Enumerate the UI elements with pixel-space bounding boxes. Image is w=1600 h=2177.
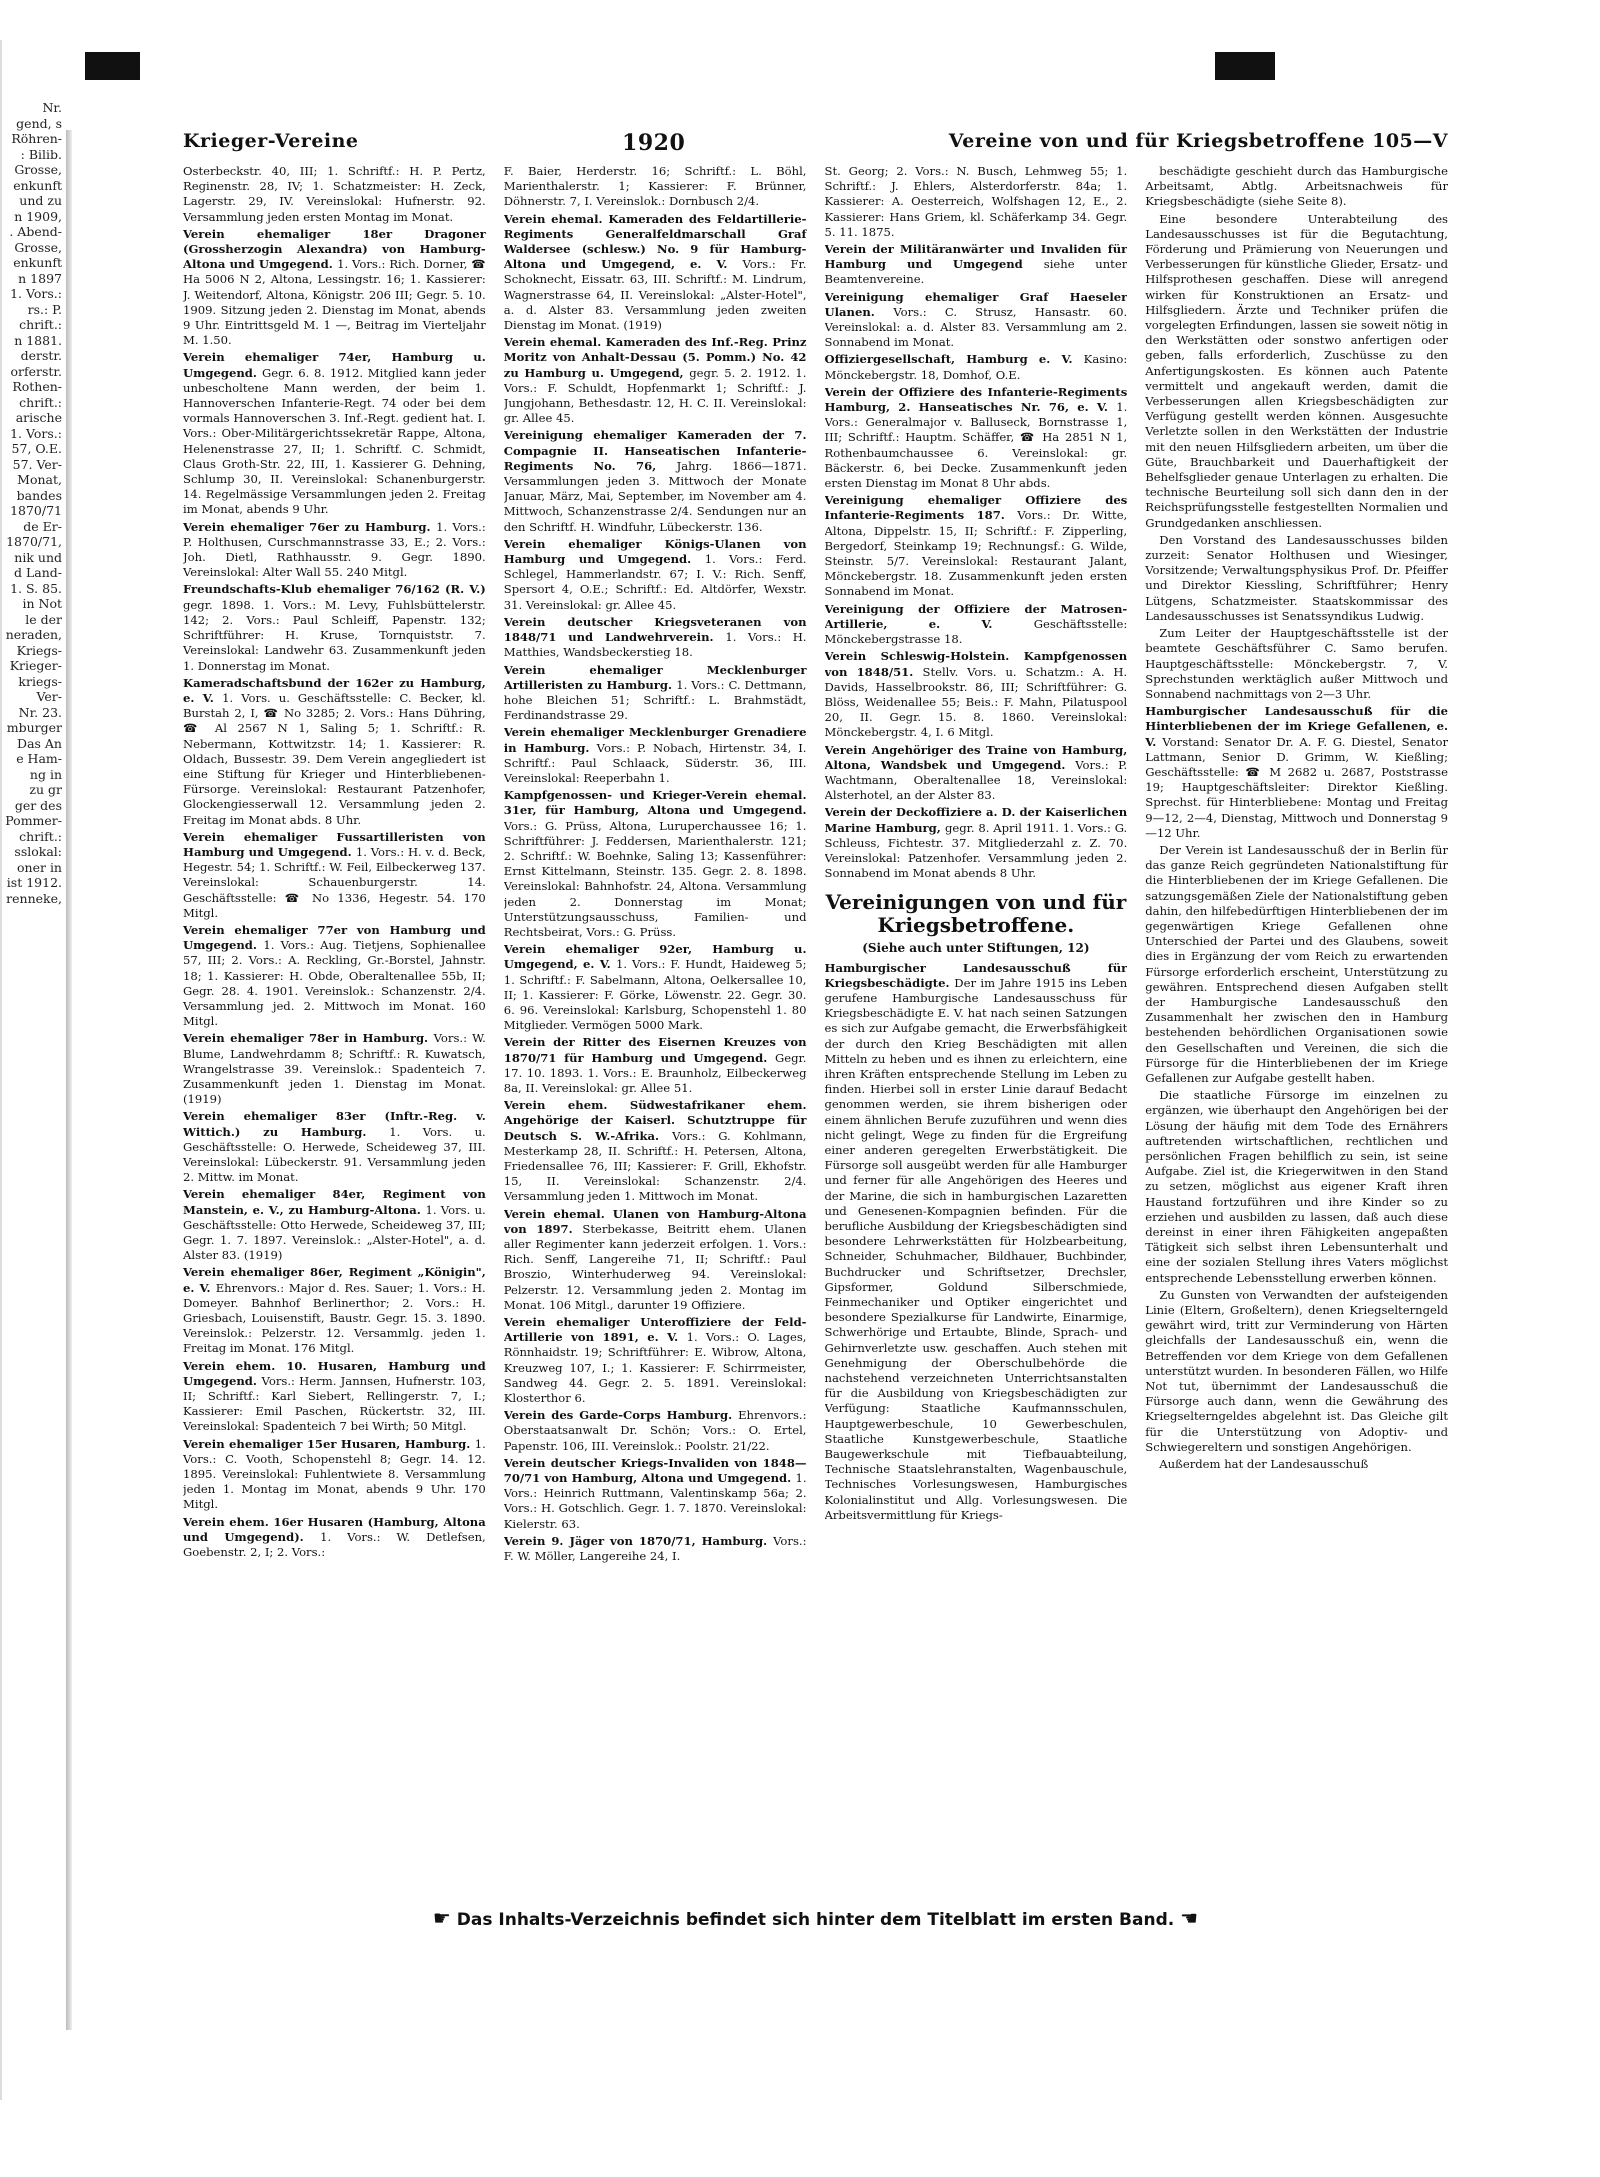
entry-heading: Verein des Garde-Corps Hamburg. <box>503 1408 739 1423</box>
pointing-hand-icon: ☛ <box>432 1906 451 1930</box>
adjacent-page-line: Grosse, <box>14 239 62 255</box>
entry-text: Vors.: W. Blume, Landwehrdamm 8; Schriftf.: R. Kuwatsch, Wrangelstrasse 39. Vereinslok.: Spadenteich 7. Zusammenkunft jeden 1. Dienstag im Monat. (1919) <box>183 1031 486 1107</box>
directory-entry <box>1145 1288 1448 1455</box>
directory-entry <box>825 352 1128 382</box>
page <box>183 130 1448 1980</box>
directory-entry <box>504 335 807 426</box>
adjacent-page-line: gend, s <box>16 115 62 131</box>
entry-text: Geschäftsstelle: Mönckebergstrasse 18. <box>824 616 1128 647</box>
entry-heading: Hamburgischer Landesausschuß für Kriegsbeschädigte. <box>824 960 1128 990</box>
entry-text: 1. Vors.: O. Lages, Rönnhaidstr. 19; Schriftführer: E. Wibrow, Altona, Kreuzweg 107, I.; 1. Kassierer: F. Schirrmeister, Sandweg 44. Gegr. 2. 5. 1891. Vereinslokal: Klosterthor 6. <box>503 1330 807 1406</box>
directory-entry <box>825 602 1128 648</box>
entry-text: Ehrenvors.: Major d. Res. Sauer; 1. Vors.: H. Domeyer. Bahnhof Berlinerthor; 2. Vors.: H. Griesbach, Louisenstift, Baustr. Gegr. 15. 3. 1890. Vereinslok.: Pelzerstr. 12. Versammlg. jeden 1. Freitag im Monat. 176 Mitgl. <box>183 1280 486 1356</box>
adjacent-page-line: ng in <box>29 766 62 782</box>
adjacent-page-line: . Abend- <box>9 224 62 239</box>
adjacent-page-line: Grosse, <box>14 162 62 177</box>
entry-heading: Verein der Militäranwärter und Invaliden für Hamburg und Umgegend <box>824 242 1128 272</box>
adjacent-page-line: enkunft <box>13 177 62 193</box>
directory-entry <box>504 1098 807 1204</box>
adjacent-page-line: ger des <box>14 797 62 813</box>
entry-heading: Verein der Offiziere des Infanterie-Regiments Hamburg, 2. Hanseatisches Nr. 76, e. V. <box>824 384 1128 415</box>
adjacent-page-line: oner in <box>17 859 62 875</box>
adjacent-page-line: 57, O.E. <box>11 441 62 456</box>
adjacent-page-line: und zu <box>19 193 62 208</box>
entry-text: Vors.: P. Nobach, Hirtenstr. 34, I. Schriftf.: Paul Schlaack, Süderstr. 36, III. Vereinslokal: Reeperbahn 1. <box>503 740 807 785</box>
entry-heading: Kameradschaftsbund der 162er zu Hamburg, e. V. <box>183 675 486 705</box>
footer-text: Das Inhalts-Verzeichnis befindet sich hinter dem Titelblatt im ersten Band. <box>456 1910 1175 1930</box>
entry-heading: Verein ehemaliger Fussartilleristen von Hamburg und Umgegend. <box>183 829 486 859</box>
entry-text: Vors.: F. W. Möller, Langereihe 24, I. <box>503 1533 807 1564</box>
adjacent-page-line: zu gr <box>29 782 62 797</box>
directory-entry <box>183 1359 486 1435</box>
entry-heading: Verein der Ritter des Eisernen Kreuzes von 1870/71 für Hamburg und Umgegend. <box>503 1035 807 1065</box>
page-gutter <box>66 130 72 2030</box>
directory-entry <box>504 537 807 613</box>
column-4 <box>1145 164 1448 1924</box>
directory-entry <box>825 743 1128 804</box>
directory-entry <box>1145 843 1448 1086</box>
directory-entry <box>183 164 486 225</box>
entry-heading: Verein ehemal. Kameraden des Inf.-Reg. Prinz Moritz von Anhalt-Dessau (5. Pomm.) No. 42 zu Hamburg u. Umgegend, <box>503 335 807 380</box>
entry-text: Gegr. 17. 10. 1893. 1. Vors.: E. Braunholz, Eilbeckerweg 8a, II. Vereinslokal: gr. Allee 51. <box>503 1050 807 1095</box>
directory-entry <box>825 242 1128 288</box>
directory-entry <box>504 942 807 1033</box>
entry-text: 1. Vors.: H. v. d. Beck, Hegestr. 54; 1. Schriftf.: W. Feil, Eilbeckerweg 137. Vereinslokal: Schauenburgerstr. 14. Geschäftsstelle: ☎ No 1336, Hegestr. 54. 170 Mitgl. <box>183 844 486 920</box>
directory-entry <box>1145 533 1448 624</box>
entry-text: 1. Vors.: P. Holthusen, Curschmannstrasse 33, E.; 2. Vors.: Joh. Dietl, Rathhausstr. 9. Gegr. 1890. Vereinslokal: Alter Wall 55. 240 Mitgl. <box>183 519 486 580</box>
entry-heading: Verein ehem. 16er Husaren (Hamburg, Altona und Umgegend). <box>183 1514 486 1544</box>
directory-entry <box>504 615 807 661</box>
entry-text: Jahrg. 1866—1871. Versammlungen jeden 3. Mittwoch der Monate Januar, März, Mai, September, im November am 4. Mittwoch, Schanzenstrasse 2/4. Sendungen nur an den Schriftf. H. Windfuhr, Lübeckerstr. 136. <box>503 458 807 534</box>
section-note: (Siehe auch unter Stiftungen, 12) <box>862 941 1090 956</box>
entry-text: Stellv. Vors. u. Schatzm.: A. H. Davids, Hasselbrookstr. 86, III; Schriftführer: G. Blöss, Weidenallee 55; Beis.: F. Mahn, Pilatuspool 20, II. Gegr. 15. 8. 1860. Vereinslokal: Mönckebergstr. 4, I. 6 Mitgl. <box>824 664 1128 740</box>
adjacent-page-line: de Er- <box>23 518 62 534</box>
entry-text: Sterbekasse, Beitritt ehem. Ulanen aller Regimenter kann jederzeit erfolgen. 1. Vors.: Rich. Senff, Langereihe 71, II; Schriftf.: Paul Broszio, Winterhuderweg 94. Vereinslokal: Pelzerstr. 12. Versammlung jeden 2. Montag im Monat. 106 Mitgl., darunter 19 Offiziere. <box>503 1221 807 1312</box>
pointing-hand-icon: ☚ <box>1180 1906 1199 1930</box>
entry-text: Vors.: P. Wachtmann, Oberaltenallee 18, Vereinslokal: Alsterhotel, an der Alster 83. <box>824 757 1128 803</box>
column-3-entries <box>825 164 1128 881</box>
entry-heading: Vereinigung ehemaliger Kameraden der 7. Compagnie II. Hanseatischen Infanterie-Regiments No. 76, <box>503 428 807 473</box>
section-title: Vereinigungen von und für Kriegsbetroffene. <box>825 890 1127 938</box>
adjacent-page-line: Das An <box>17 735 62 751</box>
directory-entry <box>825 961 1128 1524</box>
entry-heading: Verein der Deckoffiziere a. D. der Kaiserlichen Marine Hamburg, <box>824 805 1128 835</box>
entry-text: 1. Vors.: Rich. Dorner, ☎ Ha 5006 N 2, Altona, Lessingstr. 16; 1. Kassierer: J. Weitendorf, Altona, Königstr. 206 III; Gegr. 5. 10. 1909. Sitzung jeden 2. Dienstag im Monat, abends 9 Uhr. Eintrittsgeld M. 1 —, Beitrag im Vierteljahr M. 1.50. <box>183 257 486 348</box>
entry-heading: Vereinigung ehemaliger Graf Haeseler Ulanen. <box>824 289 1128 319</box>
directory-entry <box>825 493 1128 599</box>
directory-entry <box>504 725 807 786</box>
directory-entry <box>504 1534 807 1564</box>
directory-entry <box>504 1035 807 1096</box>
directory-entry <box>825 649 1128 740</box>
adjacent-page-line: n 1909, <box>14 208 62 224</box>
entry-text: beschädigte geschieht durch das Hamburgische Arbeitsamt, Abtlg. Arbeitsnachweis für Kriegsbeschädigte (siehe Seite 8). <box>1145 164 1448 209</box>
section-entries <box>825 961 1128 1524</box>
entry-text: Eine besondere Unterabteilung des Landesausschusses ist für die Begutachtung, Förderung und Prämierung von Neuerungen und Verbesserungen für künstliche Glieder, Ersatz- und Hilfsprothesen geschaffen. Diese will anregend wirken für Konstruktionen an Ersatz- und Hilfsgliedern. Ärzte und Techniker prüfen die vorgelegten Erfindungen, lassen sie soweit nötig in den Werkstätten oder sonstwo anfertigen oder geben, falls erforderlich, Zuschüsse zu den Anfertigungskosten. Es können auch Patente vermittelt und angekauft werden, damit die Verbesserungen allen Kriegsbeschädigten zur Verfügung gestellt werden können. Ausgesuchte Verletzte sollen in den Werkstätten der Industrie mit den neuen Hilfsgliedern arbeiten, um über die Güte, Brauchbarkeit und Dauerhaftigkeit der Behelfsglieder genaue Unterlagen zu erhalten. Die technische Beurteilung soll sich dann den in der Reichsprüfungsstelle festgestellten Normalien und Grundgedanken anschliessen. <box>1145 211 1448 530</box>
directory-entry <box>1145 1088 1448 1286</box>
adjacent-page-line: rs.: P. <box>27 301 62 317</box>
entry-text: Vors.: C. Strusz, Hansastr. 60. Vereinslokal: a. d. Alster 83. Versammlung am 2. Sonnabend im Monat. <box>824 304 1128 350</box>
directory-entry <box>504 428 807 534</box>
adjacent-page-line: Kriegs- <box>16 642 62 658</box>
adjacent-page-line: e Ham- <box>16 751 62 766</box>
directory-entry <box>1145 626 1448 702</box>
adjacent-page-line: enkunft <box>13 255 62 270</box>
entry-heading: Verein ehemaliger 76er zu Hamburg. <box>183 519 437 534</box>
directory-entry <box>183 830 486 921</box>
adjacent-page-line: Pommer- <box>5 813 62 828</box>
entry-heading: Verein ehemaliger 92er, Hamburg u. Umgegend, e. V. <box>503 942 807 972</box>
adjacent-page-line: 1. Vors.: <box>10 425 62 441</box>
entry-text: Vors.: G. Kohlmann, Mesterkamp 28, II. Schriftf.: H. Petersen, Altona, Friedensallee 76, III; Kassierer: F. Grill, Ekhofstr. 15, II. Vereinslokal: Schanzenstr. 2/4. Versammlung jeden 1. Mittwoch im Monat. <box>503 1128 807 1204</box>
entry-text: 1. Vors.: W. Detlefsen, Goebenstr. 2, I; 2. Vors.: <box>183 1529 486 1560</box>
adjacent-page-line: ist 1912. <box>6 875 62 890</box>
entry-text: Vors.: Dr. Witte, Altona, Dippelstr. 15, II; Schriftf.: F. Zipperling, Bergedorf, Steinkamp 19; Rechnungsf.: G. Wilde, Steinstr. 5/7. Vereinslokal: Restaurant Jalant, Mönckebergstr. 18. Zusammenkunft jeden ersten Sonnabend im Monat. <box>824 508 1128 599</box>
directory-entry <box>504 788 807 940</box>
adjacent-page-line: 57. Ver- <box>12 456 62 472</box>
column-1 <box>183 164 486 1924</box>
directory-entry <box>504 1315 807 1406</box>
adjacent-page-line: orferstr. <box>10 363 62 379</box>
directory-entry <box>183 1265 486 1356</box>
entry-text: 1. Vors.: H. Matthies, Wandsbeckerstieg 18. <box>503 630 807 660</box>
entry-text: Der im Jahre 1915 ins Leben gerufene Hamburgische Landesausschuss für Kriegsbeschädigte E. V. hat nach seinen Satzungen es sich zur Aufgabe gemacht, die Erwerbsfähigkeit der durch den Krieg Beschädigten mit allen Mitteln zu heben und es ihnen zu erleichtern, eine ihren Kräften entsprechende Stellung im Leben zu finden. Hierbei soll in erster Linie darauf Bedacht genommen werden, sie ihrem bisherigen oder einem ähnlichen Berufe zuzuführen und wenn dies nicht gelingt, Wege zu finden für die Ergreifung einer anderen geregelten Erwerbstätigkeit. Die Fürsorge soll ausgeübt werden für alle Hamburger und ferner für alle Angehörigen des Heeres und der Marine, die sich in hamburgischen Lazaretten und Genesenen-Kompagnien befinden. Für die berufliche Ausbildung der Kriegsbeschädigten sind besondere Lehrwerkstätten für Holzbearbeitung, Schneider, Schuhmacher, Bildhauer, Buchbinder, Buchdrucker und Schriftsetzer, Drechsler, Gipsformer, Goldund Silberschmiede, Feinmechaniker und Optiker eingerichtet und besondere Spezialkurse für Landwirte, Einarmige, Schwerhörige und Ertaubte, Blinde, Sprach- und Gehirnverletzte usw. geschaffen. Auch stehen mit Genehmigung der Oberschulbehörde die nachstehend verzeichneten Unterrichtsanstalten für die Ausbildung von Kriegsbeschädigten zur Verfügung: Staatliche Kaufmannsschulen, Hauptgewerbeschule, 10 Gewerbeschulen, Staatliche Kunstgewerbeschule, Staatliche Baugewerkschule mit Tiefbauabteilung, Technische Staatslehranstalten, Wagenbauschule, Technisches Vorlesungswesen, Hamburgisches Kolonialinstitut und Allg. Vorlesungswesen. Die Arbeitsvermittlung für Kriegs- <box>824 975 1128 1522</box>
adjacent-page-line: sslokal: <box>14 844 62 859</box>
adjacent-page-line: in Not <box>22 596 62 611</box>
entry-text: Gegr. 6. 8. 1912. Mitglied kann jeder unbescholtene Mann werden, der beim 1. Hannoverschen Infanterie-Regt. 74 oder bei dem vormals Hannoverschen 3. Inf.-Regt. gedient hat. I. Vors.: Ober-Militärgerichtssekretär Rappe, Altona, Helenenstrasse 27, II; 1. Schriftf. C. Schmidt, Claus Groth-Str. 22, III, 1. Kassierer G. Dehning, Schlump 30, II. Vereinslokal: Schanenburgerstr. 14. Regelmässige Versammlungen jeden 2. Freitag im Monat, abends 9 Uhr. <box>183 365 486 517</box>
directory-entry <box>183 227 486 349</box>
directory-entry <box>1145 704 1448 841</box>
entry-text: 1. Vors. u. Geschäftsstelle: C. Becker, kl. Burstah 2, I, ☎ No 3285; 2. Vors.: Hans Dühring, ☎ Al 2567 N 1, Saling 5; 1. Schriftf.: R. Nebermann, Kottwitzstr. 14; 1. Kassierer: R. Oldach, Bussestr. 39. Dem Verein angegliedert ist eine Stiftung für Krieger und Hinterbliebenen-Fürsorge. Vereinslokal: Restaurant Patzenhofer, Glockengiesserwall 12. Versammlung jeden 2. Freitag im Monat abds. 8 Uhr. <box>183 690 486 827</box>
entry-heading: Verein ehemaliger 77er von Hamburg und Umgegend. <box>183 922 486 953</box>
footer-note <box>183 1906 1448 1930</box>
entry-heading: Verein Schleswig-Holstein. Kampfgenossen von 1848/51. <box>824 649 1128 679</box>
entry-heading: Verein ehem. 10. Husaren, Hamburg und Umgegend. <box>183 1358 486 1388</box>
entry-text: gegr. 5. 2. 1912. 1. Vors.: F. Schuldt, Hopfenmarkt 1; Schriftf.: J. Jungjohann, Bethesdastr. 12, H. C. II. Vereinslokal: gr. Allee 45. <box>503 365 807 426</box>
directory-entry <box>183 676 486 828</box>
entry-heading: Verein ehemal. Ulanen von Hamburg-Altona von 1897. <box>503 1206 807 1236</box>
adjacent-page-line: mburger <box>6 720 62 735</box>
adjacent-page-line: 1. Vors.: <box>10 286 62 301</box>
adjacent-page-line: 1. S. 85. <box>10 580 62 596</box>
directory-entry <box>183 350 486 517</box>
entry-text: Vors.: Fr. Schoknecht, Eissatr. 63, III. Schriftf.: M. Lindrum, Wagnerstrasse 64, II. Vereinslokal: „Alster-Hotel", a. d. Alster 83. Versammlung jeden zweiten Dienstag im Monat. (1919) <box>503 257 807 333</box>
directory-entry <box>183 1437 486 1513</box>
directory-entry <box>183 923 486 1029</box>
entry-text: F. Baier, Herderstr. 16; Schriftf.: L. Böhl, Marienthalerstr. 1; Kassierer: F. Brünner, Döhnerstr. 7, I. Vereinslok.: Dornbusch 2/4. <box>503 164 807 209</box>
directory-entry <box>1145 212 1448 531</box>
entry-text: Der Verein ist Landesausschuß der in Berlin für das ganze Reich gegründeten Nationalstiftung für die Hinterbliebenen der im Kriege Gefallenen. Die satzungsgemäßen Ziele der Nationalstiftung geben dahin, den hilfebedürftigen Hinterbliebenen der im gegenwärtigen Kriege Gefallenen ohne Unterschied der Partei und des Glaubens, soweit dies in Ergänzung der vom Reich zu erwartenden Fürsorge erforderlich erscheint, Unterstützung zu gewähren. Entsprechend diesen Aufgaben stellt der Hamburgische Landesausschuß den Zusammenhalt her zwischen den in Hamburg bestehenden behördlichen Organisationen sowie den Gesellschaften und Vereinen, die sich die Fürsorge für die Hinterbliebenen der im Kriege Gefallenen zur Aufgabe gestellt haben. <box>1145 842 1448 1085</box>
entry-heading: Verein ehemaliger Mecklenburger Grenadiere in Hamburg. <box>503 725 807 755</box>
entry-text: Den Vorstand des Landesausschusses bilden zurzeit: Senator Holthusen und Wiesinger, Vorsitzende; Verwaltungsphysikus Prof. Dr. Pfeiffer und Direktor Kiessling, Schriftführer; Henry Lütgens, Schatzmeister. Staatskommissar des Landesausschusses ist Senatssyndikus Ludwig. <box>1145 532 1448 623</box>
entry-text: Zum Leiter der Hauptgeschäftsstelle ist der beamtete Geschäftsführer C. Samo berufen. Hauptgeschäftsstelle: Mönckebergstr. 7, V. Sprechstunden werktäglich außer Mittwoch und Sonnabend nachmittags von 2—3 Uhr. <box>1145 626 1448 701</box>
adjacent-page-line: 1870/71, <box>6 534 62 549</box>
header-left: Krieger-Vereine <box>183 130 359 152</box>
entry-heading: Verein ehemaliger 74er, Hamburg u. Umgegend. <box>183 350 486 380</box>
entry-text: gegr. 8. April 1911. 1. Vors.: G. Schleuss, Fichtestr. 37. Mitgliederzahl z. Z. 70. Vereinslokal: Patzenhofer. Versammlung jeden 2. Sonnabend im Monat abends 8 Uhr. <box>824 820 1128 881</box>
entry-heading: Kampfgenossen- und Krieger-Verein ehemal. 31er, für Hamburg, Altona und Umgegend. <box>503 788 807 818</box>
adjacent-page-strip <box>0 100 62 2000</box>
column-2 <box>504 164 807 1924</box>
directory-entry <box>183 520 486 581</box>
entry-text: Osterbeckstr. 40, III; 1. Schriftf.: H. P. Pertz, Reginenstr. 28, IV; 1. Schatzmeister: H. Zeck, Lagerstr. 29, IV. Vereinslokal: Hufnerstr. 92. Versammlung jeden ersten Montag im Monat. <box>183 164 486 224</box>
adjacent-page-line: Rothen- <box>12 379 62 394</box>
entry-heading: Vereinigung ehemaliger Offiziere des Infanterie-Regiments 187. <box>824 493 1128 523</box>
entry-heading: Verein Angehöriger des Traine von Hamburg, Altona, Wandsbek und Umgegend. <box>824 742 1128 772</box>
adjacent-page-line: d Land- <box>13 565 62 580</box>
adjacent-page-line: 1870/71 <box>10 503 62 518</box>
entry-heading: Verein ehemaliger 86er, Regiment „Königin", e. V. <box>183 1265 486 1295</box>
entry-heading: Verein deutscher Kriegsveteranen von 1848/71 und Landwehrverein. <box>503 614 807 645</box>
directory-entry <box>504 212 807 334</box>
adjacent-page-line: Krieger- <box>9 658 62 673</box>
entry-heading: Offiziergesellschaft, Hamburg e. V. <box>824 352 1084 367</box>
entry-heading: Verein ehem. Südwestafrikaner ehem. Angehörige der Kaiserl. Schutztruppe für Deutsch S. W.-Afrika. <box>503 1098 807 1143</box>
entry-text: gegr. 1898. 1. Vors.: M. Levy, Fuhlsbüttelerstr. 142; 2. Vors.: Paul Schleiff, Papenstr. 132; Schriftführer: H. Kruse, Tornquiststr. 7. Vereinslokal: Landwehr 63. Zusammenkunft jeden 1. Donnerstag im Monat. <box>183 597 486 673</box>
adjacent-page-line: nik und <box>14 549 62 565</box>
header-right: Vereine von und für Kriegsbetroffene 105—V <box>948 130 1448 152</box>
adjacent-page-line: n 1897 <box>18 270 62 286</box>
directory-entry <box>504 1408 807 1454</box>
entry-text: 1. Vors.: Heinrich Ruttmann, Valentinskamp 56a; 2. Vors.: H. Gotschlich. Gegr. 1. 7. 1870. Vereinslokal: Kielerstr. 63. <box>503 1471 807 1531</box>
column-3 <box>825 164 1128 1924</box>
entry-text: 1. Vors.: C. Dettmann, hohe Bleichen 51; Schriftf.: L. Brahmstädt, Ferdinandstrasse 29. <box>503 677 807 723</box>
adjacent-page-line: Nr. <box>42 100 62 115</box>
adjacent-page-line: bandes <box>16 487 62 503</box>
entry-heading: Verein 9. Jäger von 1870/71, Hamburg. <box>503 1533 774 1548</box>
entry-text: 1. Vors.: Ferd. Schlegel, Hammerlandstr. 67; I. V.: Rich. Senff, Spersort 4, O.E.; Schriftf.: Ed. Altdörfer, Wexstr. 31. Vereinslokal: gr. Allee 45. <box>503 552 807 612</box>
entry-heading: Verein ehemaliger Königs-Ulanen von Hamburg und Umgegend. <box>503 536 807 567</box>
entry-heading: Verein ehemaliger Unteroffiziere der Feld-Artillerie von 1891, e. V. <box>503 1315 807 1345</box>
adjacent-page-line: renneke, <box>6 890 62 906</box>
directory-entry <box>504 663 807 724</box>
entry-heading: Verein ehemaliger 83er (Inftr.-Reg. v. Wittich.) zu Hamburg. <box>183 1109 486 1139</box>
adjacent-page-line: arische <box>15 410 62 425</box>
directory-entry <box>825 164 1128 240</box>
adjacent-page-line: le der <box>25 611 62 627</box>
adjacent-page-line: derstr. <box>20 348 62 363</box>
directory-entry <box>183 582 486 673</box>
directory-entry <box>183 1031 486 1107</box>
directory-entry <box>825 805 1128 881</box>
running-header <box>183 130 1448 156</box>
header-year: 1920 <box>622 130 686 156</box>
entry-text: Die staatliche Fürsorge im einzelnen zu ergänzen, wie überhaupt den Angehörigen bei der Lösung der häufig mit dem Tode des Ernährers auftretenden wirtschaftlichen, rechtlichen und persönlichen Fragen behilflich zu sein, ist seine Aufgabe. Ziel ist, die Kriegerwitwen in den Stand zu setzen, möglichst aus eigener Kraft ihren Haustand fortzuführen und ihre Kinder so zu erziehen und ausbilden zu lassen, daß auch diese dereinst in einer ihren Fähigkeiten angepaßten Tätigkeit sich selbst ihren Lebensunterhalt und eine der sozialen Stellung ihres Vaters möglichst entsprechende Lebensstellung erwerben können. <box>1145 1088 1448 1285</box>
adjacent-page-line: Monat, <box>17 472 62 487</box>
adjacent-page-line: chrift.: <box>19 828 62 844</box>
directory-entry <box>825 385 1128 491</box>
entry-text: Zu Gunsten von Verwandten der aufsteigenden Linie (Eltern, Großeltern), denen Kriegselterngeld gewährt wird, tritt zur Verminderung von Härten gleichfalls der Landesausschuß ein, wenn die Betreffenden vor dem Kriege von dem Gefallenen unterstützt wurden. In besonderen Fällen, wo Hilfe Not tut, übernimmt der Landesausschuß die Fürsorge auch dann, wenn die Gewährung des Kriegselterngeldes abgelehnt ist. Das Gleiche gilt für die Unterstützung von Adoptiv- und Schwiegereltern und sonstigen Angehörigen. <box>1145 1287 1448 1454</box>
scan-marker-bar <box>85 52 140 80</box>
entry-text: Kasino: Mönckebergstr. 18, Domhof, O.E. <box>824 352 1128 382</box>
entry-heading: Verein ehemal. Kameraden des Feldartillerie-Regiments Generalfeldmarschall Graf Waldersee (schlesw.) No. 9 für Hamburg-Altona und Umgegend, e. V. <box>503 211 807 272</box>
directory-entry <box>504 1456 807 1532</box>
entry-text: Vors.: Herm. Jannsen, Hufnerstr. 103, II; Schriftf.: Karl Siebert, Rellingerstr. 7, I.; Kassierer: Emil Paschen, Rückertstr. 32, III. Vereinslokal: Spadenteich 7 bei Wirth; 50 Mitgl. <box>183 1373 486 1434</box>
entry-text: 1. Vors.: F. Hundt, Haideweg 5; 1. Schriftf.: F. Sabelmann, Altona, Oelkersallee 10, II; 1. Kassierer: F. Görke, Löwenstr. 22. Gegr. 30. 6. 96. Vereinslokal: Karlsburg, Schopenstehl 1. 80 Mitglieder. Vermögen 5000 Mark. <box>503 957 807 1033</box>
scan-marker-bar <box>1215 52 1275 80</box>
entry-heading: Freundschafts-Klub ehemaliger 76/162 (R. V.) <box>183 582 486 597</box>
directory-entry <box>1145 1457 1448 1472</box>
directory-entry <box>183 1187 486 1263</box>
adjacent-page-line: Röhren- <box>11 131 62 146</box>
directory-entry <box>183 1109 486 1185</box>
directory-entry <box>1145 164 1448 210</box>
entry-heading: Verein ehemaliger Mecklenburger Artilleristen zu Hamburg. <box>503 662 807 692</box>
entry-text: 1. Vors. u. Geschäftsstelle: Otto Herwede, Scheideweg 37, III; Gegr. 1. 7. 1897. Vereinslok.: „Alster-Hotel", a. d. Alster 83. (1919) <box>183 1202 486 1263</box>
entry-text: 1. Vors.: Aug. Tietjens, Sophienallee 57, III; 2. Vors.: A. Reckling, Gr.-Borstel, Jahnstr. 18; 1. Kassierer: H. Obde, Oberaltenallee 55b, II; Gegr. 28. 4. 1901. Vereinslok.: Schanzenstr. 2/4. Versammlung jed. 2. Mittwoch im Monat. 160 Mitgl. <box>183 938 486 1029</box>
adjacent-page-line: chrift.: <box>19 394 62 410</box>
text-columns <box>183 164 1448 1924</box>
entry-text: 1. Vors.: C. Vooth, Schopenstehl 8; Gegr. 14. 12. 1895. Vereinslokal: Fuhlentwiete 8. Versammlung jeden 1. Montag im Monat, abends 9 Uhr. 170 Mitgl. <box>183 1436 486 1512</box>
directory-entry <box>183 1515 486 1561</box>
entry-heading: Hamburgischer Landesausschuß für die Hinterbliebenen der im Kriege Gefallenen, e. V. <box>1145 704 1448 749</box>
entry-heading: Verein ehemaliger 18er Dragoner (Grossherzogin Alexandra) von Hamburg-Altona und Umgegend. <box>183 226 486 272</box>
adjacent-page-line: chrift.: <box>19 317 62 332</box>
entry-text: siehe unter Beamtenvereine. <box>824 257 1128 287</box>
entry-heading: Vereinigung der Offiziere der Matrosen-Artillerie, e. V. <box>824 601 1128 631</box>
entry-heading: Verein deutscher Kriegs-Invaliden von 1848—70/71 von Hamburg, Altona und Umgegend. <box>503 1455 807 1486</box>
entry-text: Vors.: G. Prüss, Altona, Luruperchaussee 16; 1. Schriftführer: J. Feddersen, Marienthalerstr. 121; 2. Schriftf.: W. Boehnke, Saling 13; Kassenführer: Ernst Kittelmann, Steinstr. 135. Gegr. 2. 8. 1898. Vereinslokal: Bahnhofstr. 24, Altona. Versammlung jeden 2. Donnerstag im Monat; Unterstützungsausschuss, Familien- und Rechtsbeirat, Vors.: G. Prüss. <box>503 818 807 939</box>
adjacent-page-line: n 1881. <box>14 332 62 348</box>
entry-text: Vorstand: Senator Dr. A. F. G. Diestel, Senator Lattmann, Senior D. Grimm, W. Kießling; Geschäftsstelle: ☎ M 2682 u. 2687, Poststrasse 19; Hauptgeschäftsleiter: Direktor Kießling. Sprechst. für Hinterbliebene: Montag und Freitag 9—12, 2—4, Dienstag, Mittwoch und Donnerstag 9—12 Uhr. <box>1145 734 1448 840</box>
entry-text: 1. Vors. u. Geschäftsstelle: O. Herwede, Scheideweg 37, III. Vereinslokal: Lübeckerstr. 91. Versammlung jeden 2. Mittw. im Monat. <box>183 1124 486 1185</box>
entry-text: St. Georg; 2. Vors.: N. Busch, Lehmweg 55; 1. Schriftf.: J. Ehlers, Alsterdorferstr. 84a; 1. Kassierer: A. Oesterreich, Wolfshagen 12, E., 2. Kassierer: Hans Griem, kl. Schäferkamp 34. Gegr. 5. 11. 1875. <box>824 164 1128 239</box>
adjacent-page-line: neraden, <box>5 627 62 642</box>
entry-text: Ehrenvors.: Oberstaatsanwalt Dr. Schön; Vors.: O. Ertel, Papenstr. 106, III. Vereinslok.: Poolstr. 21/22. <box>503 1408 807 1453</box>
adjacent-page-line: kriegs- <box>18 673 62 689</box>
entry-text: Außerdem hat der Landesausschuß <box>1159 1457 1369 1472</box>
adjacent-page-line: Ver- <box>36 689 62 704</box>
adjacent-page-line: : Bilib. <box>20 146 62 162</box>
directory-entry <box>825 290 1128 351</box>
adjacent-page-line: Nr. 23. <box>18 704 62 720</box>
directory-entry <box>504 164 807 210</box>
entry-text: 1. Vors.: Generalmajor v. Balluseck, Bornstrasse 1, III; Schriftf.: Hauptm. Schäffer, ☎ Ha 2851 N 1, Rothenbaumchaussee 6. Vereinslokal: gr. Bäckerstr. 6, bei Decke. Zusammenkunft jeden ersten Dienstag im Monat 8 Uhr abds. <box>824 400 1128 491</box>
directory-entry <box>504 1207 807 1313</box>
entry-heading: Verein ehemaliger 84er, Regiment von Manstein, e. V., zu Hamburg-Altona. <box>183 1187 486 1217</box>
entry-heading: Verein ehemaliger 78er in Hamburg. <box>183 1031 434 1046</box>
entry-heading: Verein ehemaliger 15er Husaren, Hamburg. <box>183 1436 475 1451</box>
